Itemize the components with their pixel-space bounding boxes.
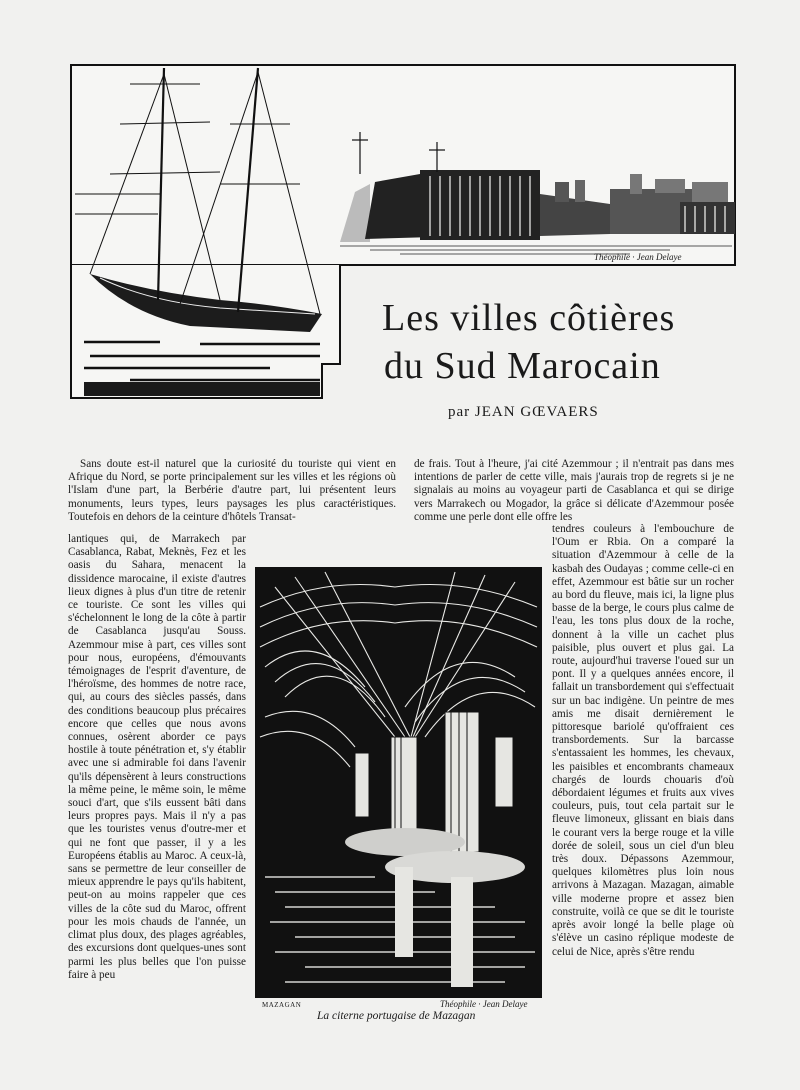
cistern-artist-signature: Théophile · Jean Delaye	[440, 999, 528, 1009]
column-2-paragraph-top: de frais. Tout à l'heure, j'ai cité Azemmour ; il n'entrait pas dans mes intentions de parler de cette ville, mais j'aurais trop de regrets si je ne signalais au moins au voyageur parti de Casablanca et qui se dirige vers Marrakech ou Mogador, la grâce si délicate d'Azemmour posée comme une perle dont elle offre les	[414, 458, 734, 523]
article-title-line-2: du Sud Marocain	[384, 345, 661, 387]
cistern-caption: La citerne portugaise de Mazagan	[317, 1010, 476, 1022]
article-title-line-1: Les villes côtières	[382, 297, 676, 339]
cistern-illustration	[255, 567, 542, 998]
column-2-paragraph-narrow: tendres couleurs à l'embouchure de l'Oum er Rbia. On a comparé la situation d'Azemmour à celle de la kasbah des Oudayas ; comme celle-ci en effet, Azemmour est bâtie sur un rocher au bord du fleuve, mais ici, la ligne plus basse de la berge, le cours plus calme de l'eau, les tons plus doux de la roche, donnent à la ville un cachet plus paisible, plus ouvert et plus gai. La route, aujourd'hui traverse l'oued sur un pont. Il y a quelques années encore, il fallait un transbordement qui s'effectuait sur un bac indigène. Un peintre de mes amis me disait dernièrement le pittoresque bariolé qu'offraient ces transbordements. Sur la barcasse s'entassaient les hommes, les chevaux, les paisibles et encombrants chameaux chargés de lourds chouaris d'où débordaient légumes et fruits aux vives couleurs, puis, tout cela partait sur le fleuve limoneux, glissant en biais dans le courant vers la berge rouge et la ville dorée de soleil, sous un ciel d'un bleu très doux. Dépassons Azemmour, quelques kilomètres plus loin nous arrivons à Mazagan. Mazagan, aimable ville moderne propre et assez bien construite, voilà ce que se dit le touriste après avoir longé la belle plage où s'élève un casino réplique modeste de celui de Nice, après s'être rendu	[552, 523, 734, 958]
harbour-artist-signature: Théophile · Jean Delaye	[594, 252, 682, 262]
column-1-paragraph-top: Sans doute est-il naturel que la curiosité du touriste qui vient en Afrique du Nord, se porte principalement sur les villes et les régions où l'Islam d'une part, la Berbérie d'autre part, lui présentent leurs monuments, leurs types, leurs paysages les plus caractéristiques. Toutefois en dehors de la ceinture d'hôtels Transat-	[68, 458, 396, 523]
column-1-paragraph-narrow: lantiques qui, de Marrakech par Casablanca, Rabat, Meknès, Fez et les oasis du Sahara, menacent la dissidence marocaine, il existe d'autres lieux dignes à plus d'un titre de retenir ce touriste. Ce sont les villes qui s'échelonnent le long de la côte à partir de Casablanca jusqu'au Souss. Azemmour mise à part, ces villes sont pour nous, européens, d'émouvants témoignages de l'esprit d'aventure, de l'héroïsme, des hommes de notre race, qui, au cours des siècles passés, dans des conditions beaucoup plus précaires encore que celles que nous avons connues, osèrent aborder ce pays hostile à toute pénétration et, s'y établir avec une si admirable foi dans l'avenir qu'ils dépensèrent à leurs constructions la même peine, le même soin, le même souci d'art, que s'ils eussent bâti dans leurs propres pays. Mais il n'y a pas que les touristes venus d'outre-mer et qui ne font que passer, il y a les Européens établis au Maroc. A ceux-là, sans se permettre de leur conseiller de mieux apprendre le pays qu'ils habitent, peut-on au moins rappeler que ces villes de la côte sud du Maroc, offrent pour les mois chauds de l'année, un climat plus doux, des plages agréables, des excursions dont quelques-unes sont parmi les plus belles que l'on puisse faire à peu	[68, 533, 246, 981]
article-byline: par JEAN GŒVAERS	[448, 404, 599, 420]
cistern-location-label: MAZAGAN	[262, 1001, 302, 1009]
